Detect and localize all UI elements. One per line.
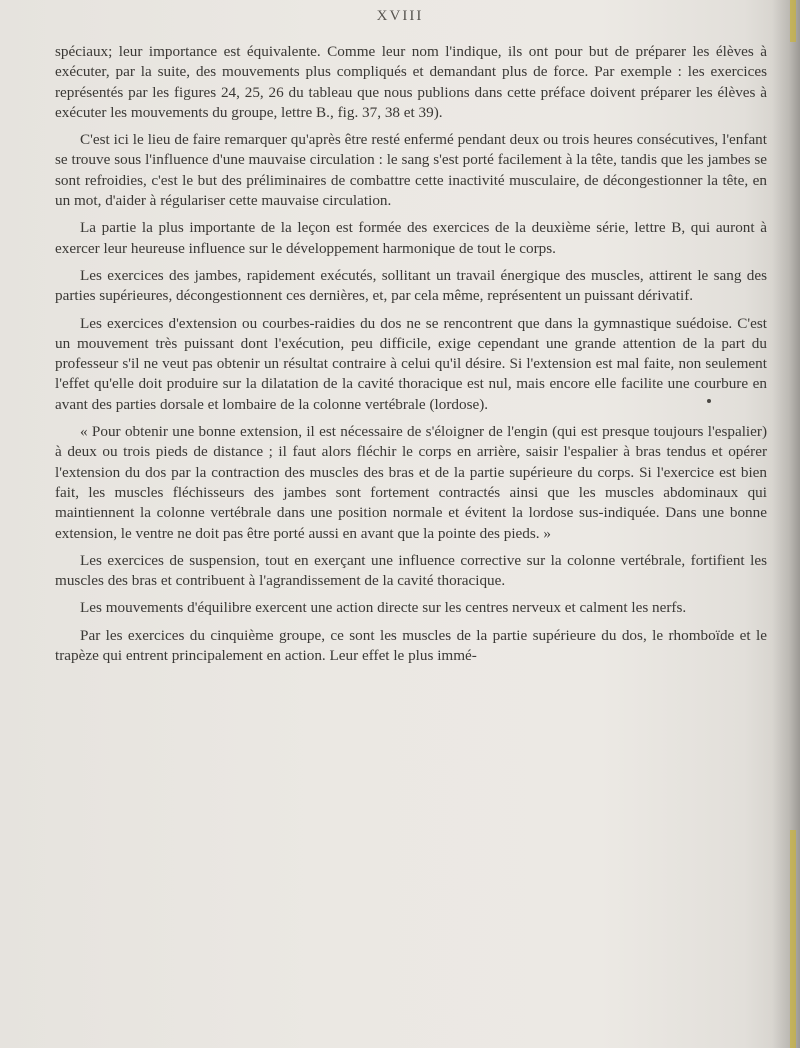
paragraph-2: C'est ici le lieu de faire remarquer qu'après être resté enfermé pendant deux ou trois heures consécutives, l'enfant se trouve sous l'influence d'une mauvaise circulation : le sang s'est porté facilement à la tête, tandis que les jambes se sont refroidies, c'est le but des préliminaires de combattre cette inactivité musculaire, de décongestionner la tête, en un mot, d'aider à régulariser cette mauvaise circulation. [55,131,767,210]
body-text [55,42,767,673]
paragraph-1: spéciaux; leur importance est équivalente. Comme leur nom l'indique, ils ont pour but de préparer les élèves à exécuter, par la suite, des mouvements plus compliqués et demandant plus de force. Par exemple : les exercices représentés par les figures 24, 25, 26 du tableau que nous publions dans cette préface doivent préparer les élèves à exécuter les mouvements du groupe, lettre B., fig. 37, 38 et 39). [55,43,767,121]
paragraph-6: « Pour obtenir une bonne extension, il est nécessaire de s'éloigner de l'engin (qui est presque toujours l'espalier) à deux ou trois pieds de distance ; il faut alors fléchir le corps en arrière, saisir l'espalier à bras tendus et opérer l'extension du dos par la contraction des muscles des bras et de la partie supérieure du corps. Si l'exercice est bien fait, les muscles fléchisseurs des jambes sont fortement contractés ainsi que les muscles abdominaux qui maintiennent la colonne vertébrale dans une position normale et évitent la lordose sus-indiquée. Dans une bonne extension, le ventre ne doit pas être porté aussi en avant que la pointe des pieds. » [55,423,767,542]
ink-speck [707,399,711,403]
paragraph-4: Les exercices des jambes, rapidement exécutés, sollitant un travail énergique des muscles, attirent le sang des parties supérieures, décongestionnent ces dernières, et, par cela même, représentent un puissant dérivatif. [55,266,767,305]
paragraph-5: Les exercices d'extension ou courbes-raidies du dos ne se rencontrent que dans la gymnastique suédoise. C'est un mouvement très puissant dont l'exécution, peu difficile, exige cependant une grande attention de la part du professeur s'il ne veut pas obtenir un résultat contraire à celui qu'il désire. Si l'extension est mal faite, non seulement l'effet qu'elle doit produire sur la dilatation de la cavité thoracique est nul, mais encore elle facilite une courbure en avant des parties dorsale et lombaire de la colonne vertébrale (lordose). [55,314,767,413]
page-edge-accent [790,830,796,1048]
paragraph-3: La partie la plus importante de la leçon est formée des exercices de la deuxième série, lettre B, qui auront à exercer leur heureuse influence sur le développement harmonique de tout le corps. [55,219,767,257]
paragraph-9: Par les exercices du cinquième groupe, ce sont les muscles de la partie supérieure du dos, le rhomboïde et le trapèze qui entrent principalement en action. Leur effet le plus immé- [55,626,767,665]
page-number: XVIII [376,8,424,24]
paragraph-8: Les mouvements d'équilibre exercent une action directe sur les centres nerveux et calment les nerfs. [80,599,687,617]
paragraph-7: Les exercices de suspension, tout en exerçant une influence corrective sur la colonne vertébrale, fortifient les muscles des bras et contribuent à l'agrandissement de la cavité thoracique. [55,551,767,590]
